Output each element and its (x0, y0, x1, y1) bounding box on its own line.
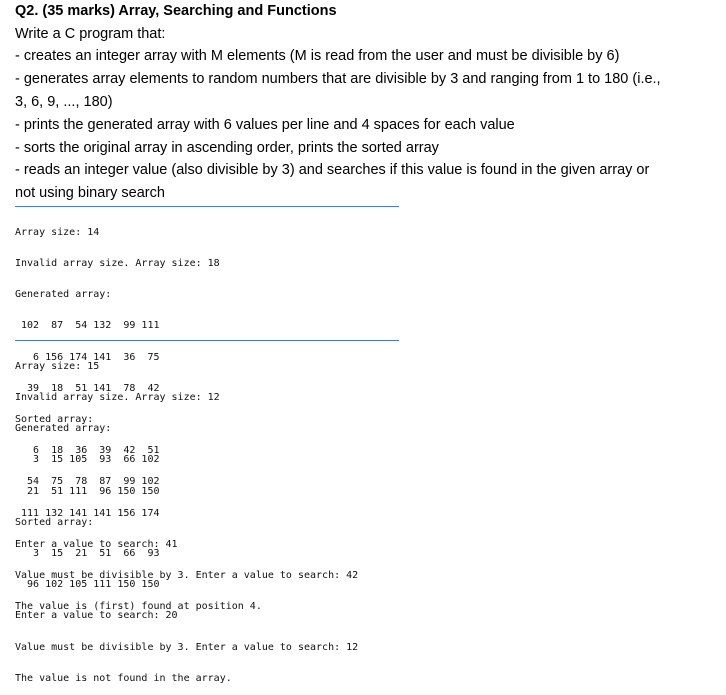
console-line: Enter a value to search: 41 (15, 538, 178, 550)
console-line: 6 156 174 141 36 75 (15, 351, 160, 363)
console-line: 3 15 21 51 66 93 (15, 548, 160, 560)
question-line: - sorts the original array in ascending order, prints the sorted array (15, 140, 439, 156)
question-line: 3, 6, 9, ..., 180) (15, 94, 113, 110)
console-line: Array size: 14 (15, 226, 100, 238)
console-line: The value is (first) found at position 4. (15, 601, 262, 613)
console-line: Value must be divisible by 3. Enter a value to search: 12 (15, 641, 359, 653)
console-line: 96 102 105 111 150 150 (15, 579, 160, 591)
console-line: 111 132 141 141 156 174 (15, 507, 160, 519)
console-line: Sorted array: (15, 516, 94, 528)
console-line: Invalid array size. Array size: 12 (15, 392, 220, 404)
console-line: Invalid array size. Array size: 18 (15, 258, 220, 270)
console-line: 21 51 111 96 150 150 (15, 485, 160, 497)
console-line: 6 18 36 39 42 51 (15, 445, 160, 457)
console-output-run-2 (15, 340, 399, 695)
console-line: 39 18 51 141 78 42 (15, 382, 160, 394)
console-line: Array size: 15 (15, 360, 100, 372)
console-line: The value is not found in the array. (15, 672, 232, 684)
console-line: Enter a value to search: 20 (15, 610, 178, 622)
console-line: Generated array: (15, 423, 112, 435)
question-line: Write a C program that: (15, 26, 166, 42)
console-line: Value must be divisible by 3. Enter a value to search: 42 (15, 570, 359, 582)
question-line: - creates an integer array with M elements (M is read from the user and must be divisible by 6) (15, 48, 620, 64)
console-line: Generated array: (15, 289, 112, 301)
question-title: Q2. (35 marks) Array, Searching and Functions (15, 3, 337, 19)
question-line: - generates array elements to random numbers that are divisible by 3 and ranging from 1 to 180 (i.e., (15, 71, 661, 87)
question-line: - reads an integer value (also divisible by 3) and searches if this value is found in the given array or (15, 162, 650, 178)
question-line: - prints the generated array with 6 values per line and 4 spaces for each value (15, 117, 515, 133)
console-line: 54 75 78 87 99 102 (15, 476, 160, 488)
question-line: not using binary search (15, 185, 165, 201)
console-line: 3 15 105 93 66 102 (15, 454, 160, 466)
console-line: Sorted array: (15, 414, 94, 426)
console-line: 102 87 54 132 99 111 (15, 320, 160, 332)
